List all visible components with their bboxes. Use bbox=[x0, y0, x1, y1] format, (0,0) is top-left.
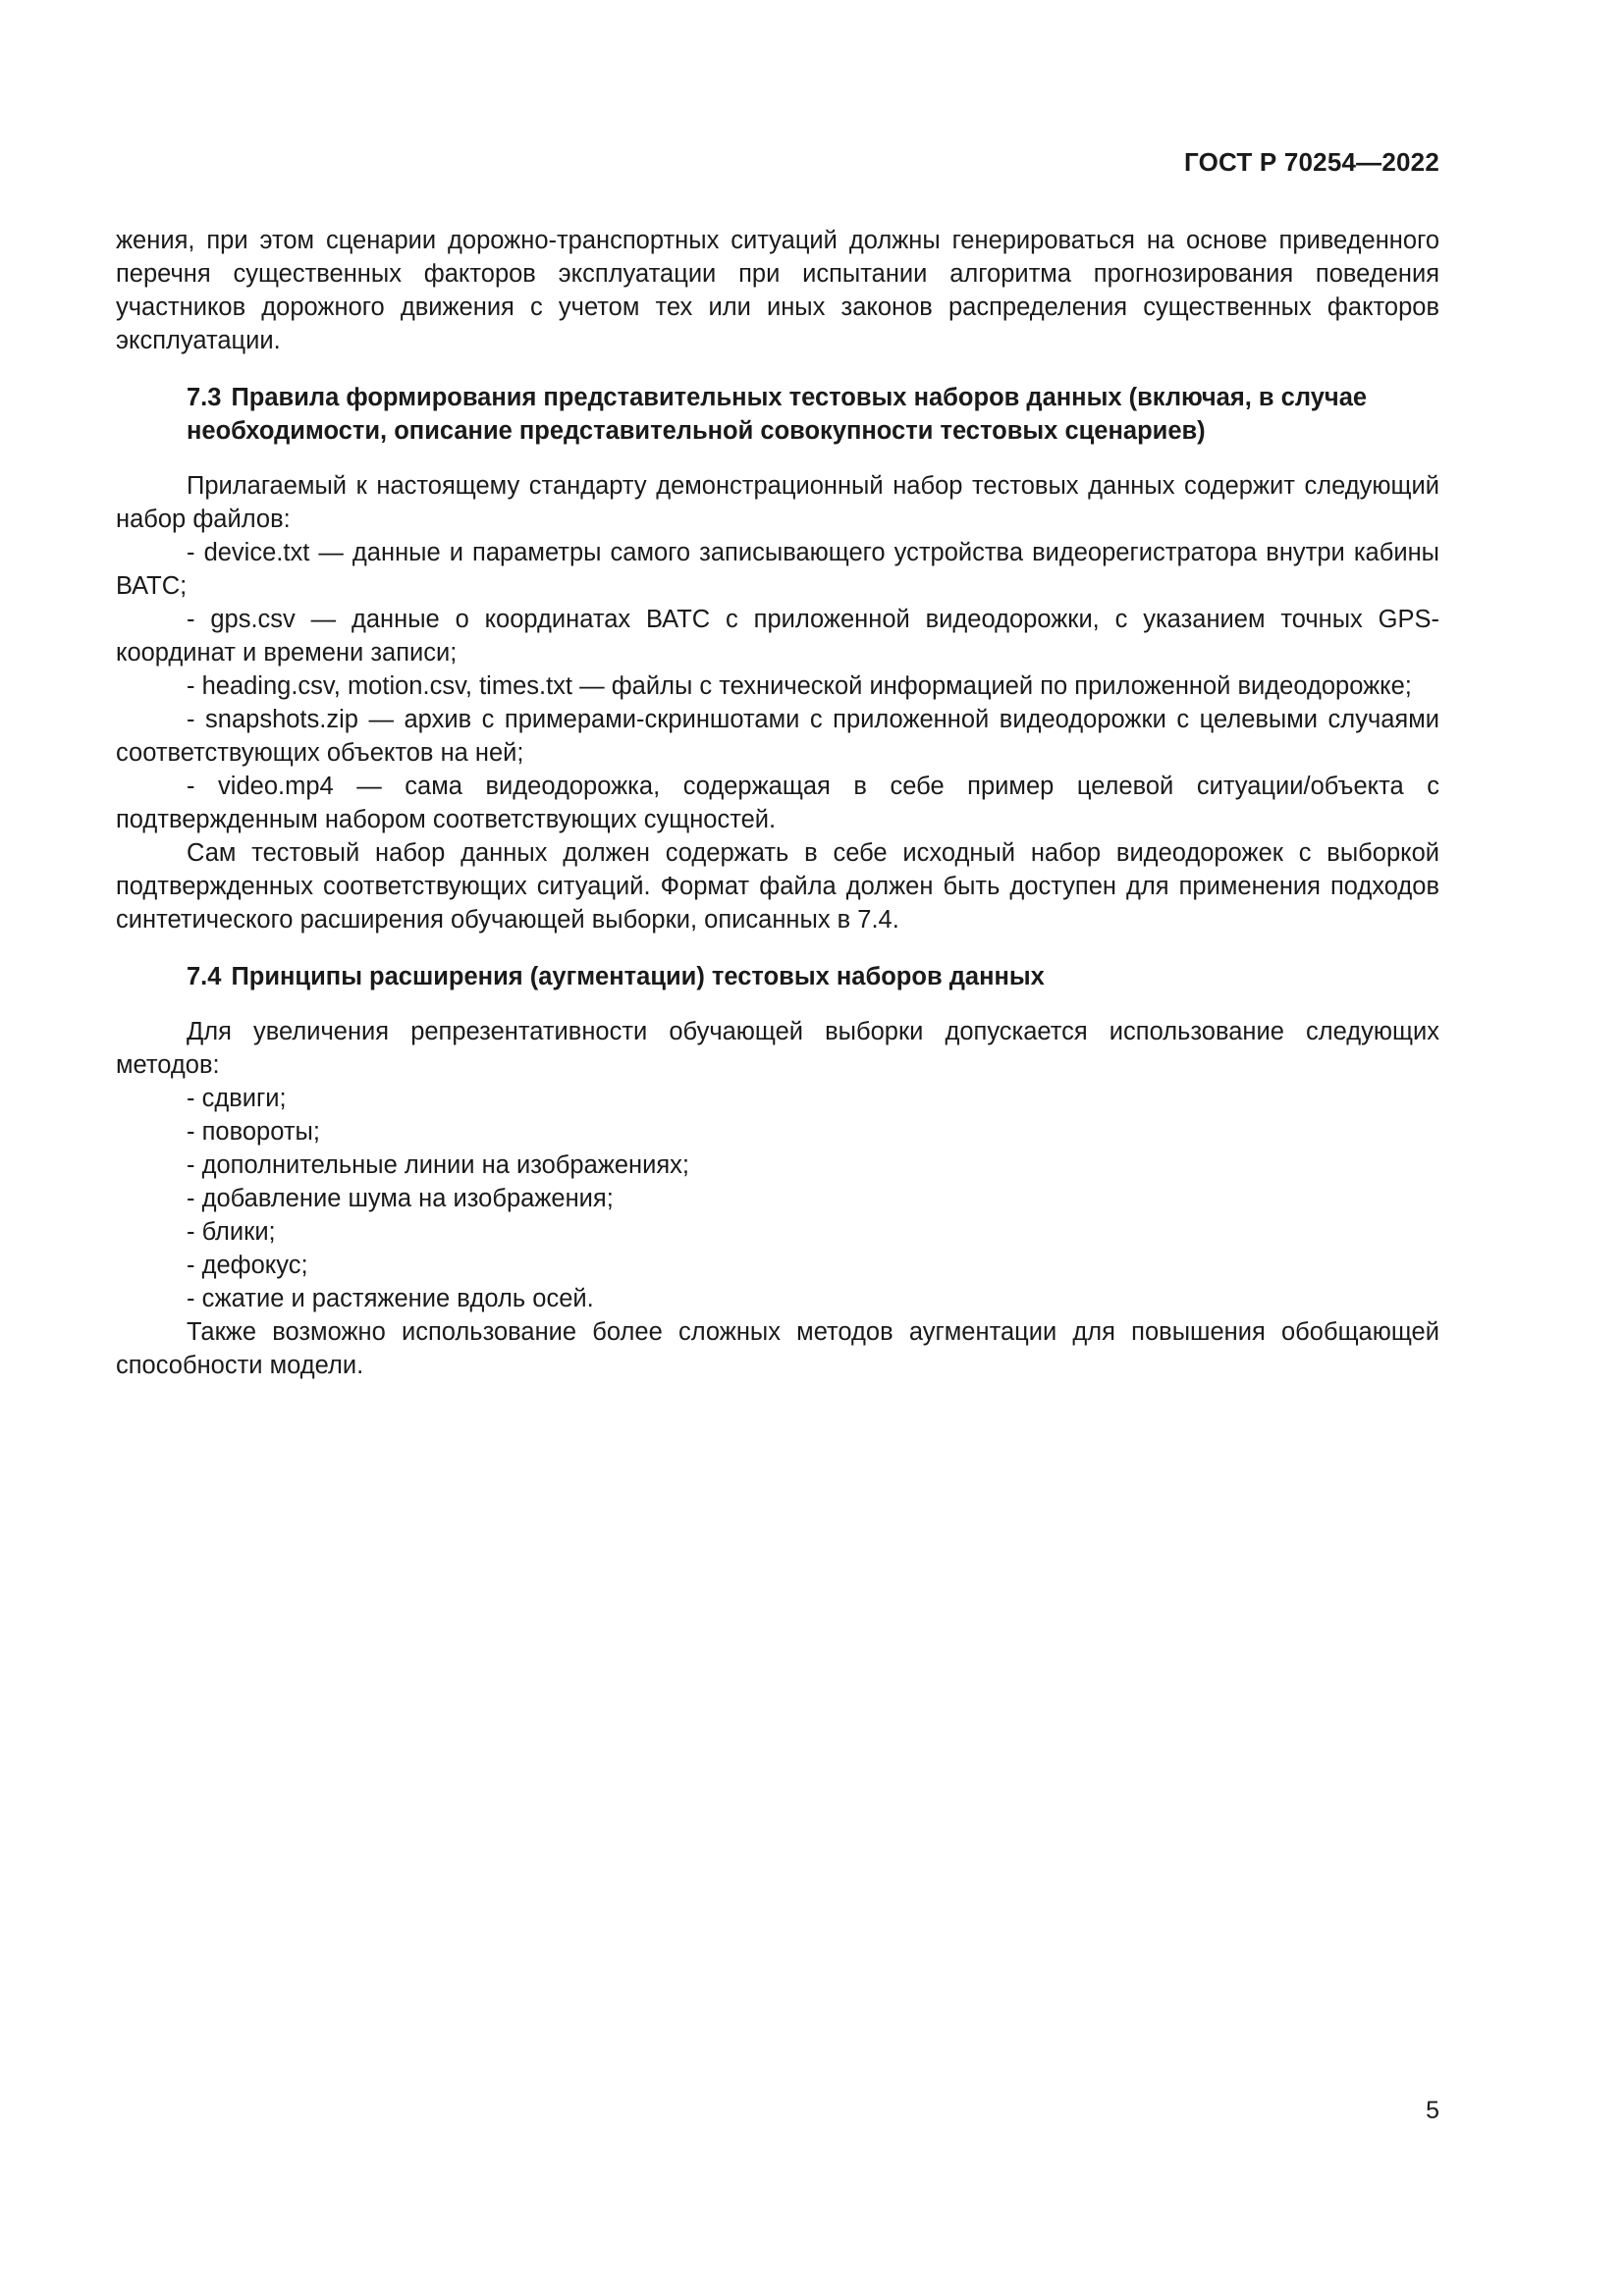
section-7-4-heading bbox=[116, 960, 1439, 993]
list-item: - блики; bbox=[187, 1218, 276, 1246]
intro-paragraph: жения, при этом сценарии дорожно-транспортных ситуаций должны генерироваться на основе приведенного перечня существенных факторов эксплуатации при испытании алгоритма прогнозирования поведения участников дорожного движения с учетом тех или иных законов распределения существенных факторов эксплуатации. bbox=[116, 227, 1439, 354]
section-7-3-title: Правила формирования представительных тестовых наборов данных (включая, в случае необходимости, описание представительной совокупности тестовых сценариев) bbox=[187, 384, 1368, 445]
list-item: - video.mp4 — сама видеодорожка, содержащая в себе пример целевой ситуации/объекта с подтвержденным набором соответствующих сущностей. bbox=[116, 773, 1439, 833]
section-7-3-heading bbox=[116, 381, 1439, 448]
section-7-4-title: Принципы расширения (аугментации) тестовых наборов данных bbox=[231, 963, 1045, 990]
section-7-3-file-list bbox=[116, 536, 1439, 836]
section-7-3-number: 7.3 bbox=[187, 384, 222, 411]
document-body bbox=[116, 224, 1439, 1382]
page-number: 5 bbox=[1426, 2097, 1439, 2124]
section-7-4-number: 7.4 bbox=[187, 963, 222, 990]
section-7-4-lead: Для увеличения репрезентативности обучающей выборки допускается использование следующих методов: bbox=[116, 1018, 1439, 1079]
list-item: - дефокус; bbox=[187, 1252, 308, 1279]
list-item: - gps.csv — данные о координатах ВАТС с приложенной видеодорожки, с указанием точных GPS-координат и времени записи; bbox=[116, 606, 1439, 667]
list-item: - сдвиги; bbox=[187, 1085, 287, 1112]
section-7-4-closing: Также возможно использование более сложных методов аугментации для повышения обобщающей способности модели. bbox=[116, 1318, 1439, 1379]
section-7-3-lead: Прилагаемый к настоящему стандарту демонстрационный набор тестовых данных содержит следующий набор файлов: bbox=[116, 472, 1439, 533]
section-7-4-method-list bbox=[116, 1082, 1439, 1315]
list-item: - дополнительные линии на изображениях; bbox=[187, 1151, 689, 1179]
list-item: - heading.csv, motion.csv, times.txt — файлы с технической информацией по приложенной видеодорожке; bbox=[187, 672, 1412, 700]
section-7-3-closing: Сам тестовый набор данных должен содержать в себе исходный набор видеодорожек с выборкой подтвержденных соответствующих ситуаций. Формат файла должен быть доступен для применения подходов синтетического расширения обучающей выборки, описанных в 7.4. bbox=[116, 839, 1439, 934]
list-item: - добавление шума на изображения; bbox=[187, 1185, 614, 1212]
document-code-header: ГОСТ Р 70254—2022 bbox=[1184, 147, 1439, 177]
list-item: - snapshots.zip — архив с примерами-скриншотами с приложенной видеодорожки с целевыми случаями соответствующих объектов на ней; bbox=[116, 706, 1439, 767]
list-item: - повороты; bbox=[187, 1118, 320, 1146]
list-item: - сжатие и растяжение вдоль осей. bbox=[187, 1285, 594, 1312]
list-item: - device.txt — данные и параметры самого записывающего устройства видеорегистратора внутри кабины ВАТС; bbox=[116, 539, 1439, 600]
